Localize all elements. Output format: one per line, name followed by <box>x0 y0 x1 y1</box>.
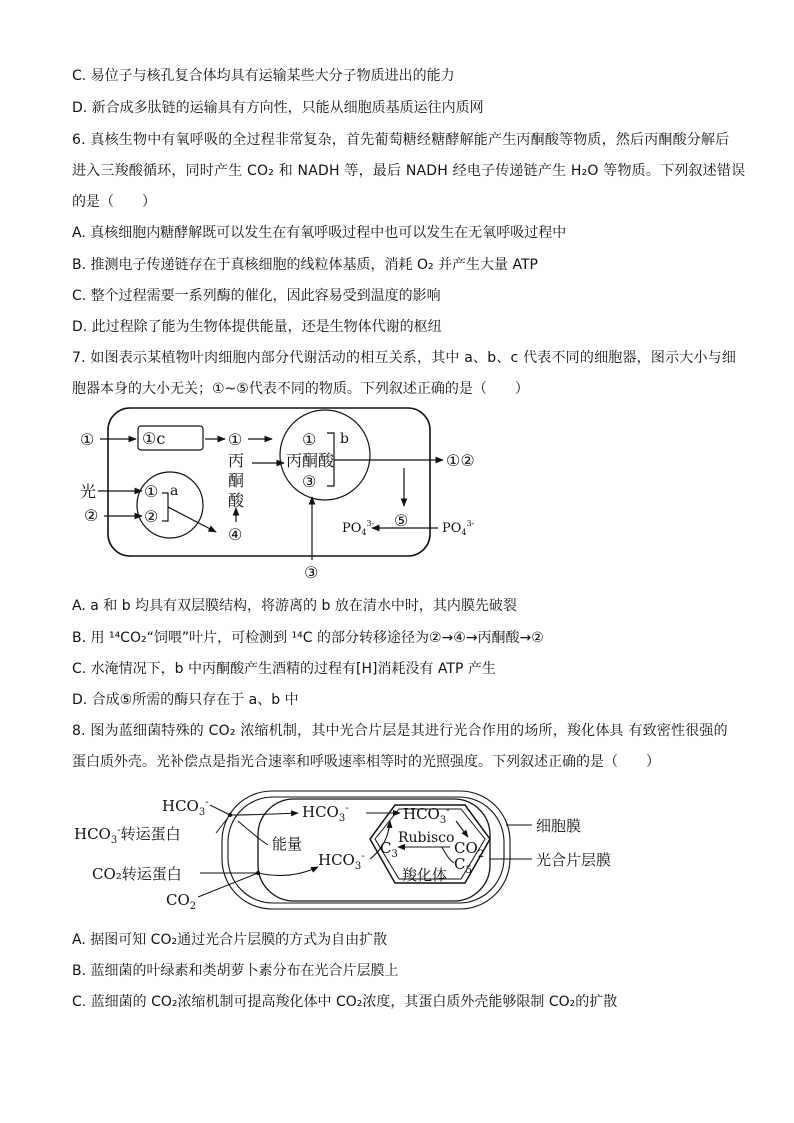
b-pyruvate: 丙酮酸 <box>286 451 335 470</box>
c5-label: $C_5$ <box>454 855 472 876</box>
c-output-1: ① <box>228 430 243 449</box>
input-3: ③ <box>304 563 319 582</box>
po4-left: $PO_4^{3-}$ <box>342 519 375 537</box>
b-inner-3: ③ <box>302 472 317 491</box>
product-4: ④ <box>228 525 243 544</box>
q8-stem-line1: 8. 图为蓝细菌特殊的 CO₂ 浓缩机制，其中光合片层是其进行光合作用的场所，羧化体具 有致密性很强的 <box>72 723 728 739</box>
pyruvate-v2: 酮 <box>228 471 245 490</box>
rubisco-label: Rubisco <box>398 830 455 846</box>
q8-option-b: B. 蓝细菌的叶绿素和类胡萝卜素分布在光合片层膜上 <box>72 963 399 979</box>
c3-label: $C_3$ <box>380 839 398 860</box>
b-output-12: ①② <box>446 451 475 470</box>
b-inner-1: ① <box>302 430 317 449</box>
a-inner-1: ① <box>144 482 159 501</box>
q8-option-a: A. 据图可知 CO₂通过光合片层膜的方式为自由扩散 <box>72 932 388 948</box>
q6-option-d: D. 此过程除了能为生物体提供能量，还是生物体代谢的枢纽 <box>72 319 442 335</box>
q6-stem-line2: 进入三羧酸循环，同时产生 CO₂ 和 NADH 等，最后 NADH 经电子传递链产生 H₂O 等物质。下列叙述错误 <box>72 163 746 179</box>
c-label: ①c <box>142 429 166 448</box>
q6-stem-line1: 6. 真核生物中有氧呼吸的全过程非常复杂，首先葡萄糖经糖酵解能产生丙酮酸等物质，然后丙酮酸分解后 <box>72 132 730 148</box>
q6-option-c: C. 整个过程需要一系列酶的催化，因此容易受到温度的影响 <box>72 288 441 304</box>
hco3-periplasm: $HCO_3^-$ <box>302 803 349 824</box>
pyruvate-v3: 酸 <box>228 491 245 510</box>
input-2: ② <box>84 506 99 525</box>
b-label: b <box>340 431 349 447</box>
q6-option-a: A. 真核细胞内糖酵解既可以发生在有氧呼吸过程中也可以发生在无氧呼吸过程中 <box>72 225 567 241</box>
co2-transporter-label: CO₂转运蛋白 <box>92 865 182 883</box>
po4-right: $PO_4^{3-}$ <box>442 519 475 537</box>
q7-option-b: B. 用 ¹⁴CO₂“饲喂”叶片，可检测到 ¹⁴C 的部分转移途径为②→④→丙酮酸→② <box>72 630 544 646</box>
q8-option-c: C. 蓝细菌的 CO₂浓缩机制可提高羧化体中 CO₂浓度，其蛋白质外壳能够限制 CO₂的扩散 <box>72 994 618 1010</box>
q5-option-c: C. 易位子与核孔复合体均具有运输某些大分子物质进出的能力 <box>72 68 455 84</box>
figure-8-diagram <box>70 785 640 915</box>
input-1: ① <box>80 430 95 449</box>
hco3-outside: $HCO_3^-$ <box>162 797 209 818</box>
hco3-cytoplasm: $HCO_3^-$ <box>318 851 365 872</box>
q6-stem-line3: 的是（ ） <box>72 194 156 210</box>
q7-stem-line2: 胞器本身的大小无关；①~⑤代表不同的物质。下列叙述正确的是（ ） <box>72 381 529 397</box>
hco3-carboxysome: $HCO_3^-$ <box>403 805 450 826</box>
a-inner-2: ② <box>144 507 159 526</box>
light-label: 光 <box>80 482 97 501</box>
cell-membrane-label: 细胞膜 <box>536 817 582 835</box>
q7-option-d: D. 合成⑤所需的酶只存在于 a、b 中 <box>72 692 299 708</box>
thylakoid-membrane-label: 光合片层膜 <box>536 851 612 869</box>
a-label: a <box>170 483 179 499</box>
q7-stem-line1: 7. 如图表示某植物叶肉细胞内部分代谢活动的相互关系，其中 a、b、c 代表不同的细胞器，图示大小与细 <box>72 350 737 366</box>
co2-outside: $CO_2$ <box>166 891 197 912</box>
energy-label: 能量 <box>272 835 303 853</box>
q6-option-b: B. 推测电子传递链存在于真核细胞的线粒体基质，消耗 O₂ 并产生大量 ATP <box>72 257 538 273</box>
q5-option-d: D. 新合成多肽链的运输具有方向性，只能从细胞质基质运往内质网 <box>72 100 484 116</box>
carboxysome-label: 羧化体 <box>402 866 448 884</box>
q7-option-a: A. a 和 b 均具有双层膜结构，将游离的 b 放在清水中时，其内膜先破裂 <box>72 598 517 614</box>
figure-7-diagram <box>70 400 490 590</box>
product-5: ⑤ <box>394 511 409 530</box>
q7-option-c: C. 水淹情况下，b 中丙酮酸产生酒精的过程有[H]消耗没有 ATP 产生 <box>72 661 496 677</box>
pyruvate-v1: 丙 <box>228 451 245 470</box>
q8-stem-line2: 蛋白质外壳。光补偿点是指光合速率和呼吸速率相等时的光照强度。下列叙述正确的是（ ） <box>72 754 660 770</box>
co2-carboxysome: $CO_2$ <box>454 839 485 860</box>
hco3-transporter-label: $HCO_3^-$转运蛋白 <box>74 825 181 846</box>
